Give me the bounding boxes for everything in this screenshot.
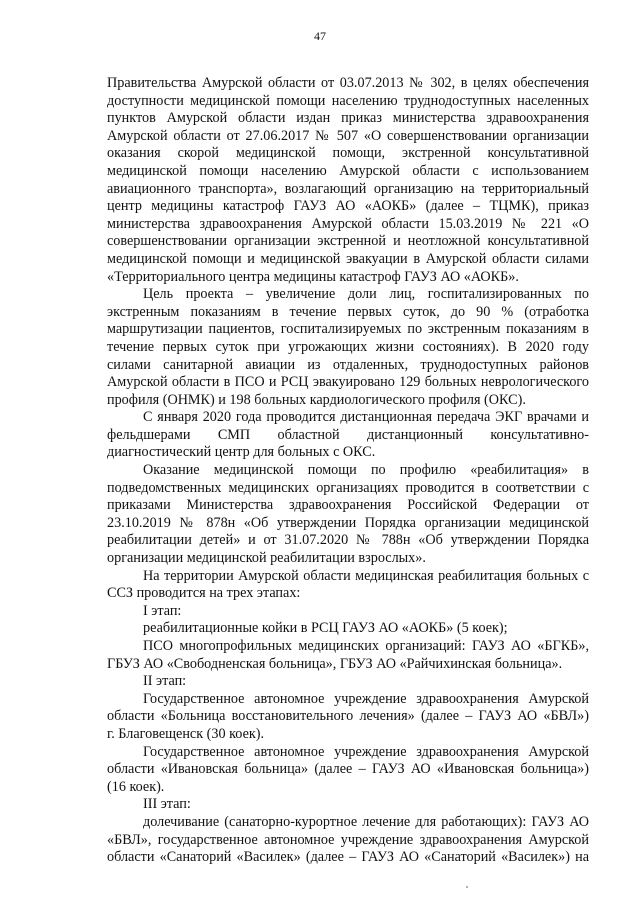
text-line: силами санитарной авиации из отдаленных, труднодоступных районов xyxy=(107,356,589,373)
text-line: (16 коек). xyxy=(107,778,165,795)
text-line: ССЗ проводится на трех этапах: xyxy=(107,585,301,602)
text-line: фельдшерами СМП областной дистанционный консультативно- xyxy=(107,426,589,443)
text-line: реабилитационные койки в РСЦ ГАУЗ АО «АОКБ» (5 коек); xyxy=(143,620,508,637)
text-line: реабилитации детей» и от 31.07.2020 № 788н «Об утверждении Порядка xyxy=(107,532,589,549)
text-line: I этап: xyxy=(143,602,182,619)
text-line: пунктов Амурской области издан приказ министерства здравоохранения xyxy=(107,110,589,127)
text-line: С января 2020 года проводится дистанционная передача ЭКГ врачами и xyxy=(143,409,589,426)
text-line: долечивание (санаторно-курортное лечение для работающих): ГАУЗ АО xyxy=(143,813,589,830)
text-line: «Территориального центра медицины катастроф ГАУЗ АО «АОКБ». xyxy=(107,268,519,285)
text-line: «БВЛ», государственное автономное учреждение здравоохранения Амурской xyxy=(107,831,589,848)
text-line: ПСО многопрофильных медицинских организаций: ГАУЗ АО «БГКБ», xyxy=(143,638,589,654)
text-line: маршрутизации пациентов, госпитализируемых по экстренным показаниям в xyxy=(107,321,589,338)
text-line: диагностический центр для больных с ОКС. xyxy=(107,444,376,461)
text-line: III этап: xyxy=(143,796,191,813)
text-line: авиационного транспорта», возлагающий организацию на территориальный xyxy=(107,180,589,197)
text-line: 23.10.2019 № 878н «Об утверждении Порядка организации медицинской xyxy=(107,514,589,531)
text-line: г. Благовещенск (30 коек). xyxy=(107,725,265,742)
text-line: министерства здравоохранения Амурской области 15.03.2019 № 221 «О xyxy=(107,215,589,232)
text-line: области «Больница восстановительного лечения» (далее – ГАУЗ АО «БВЛ») xyxy=(107,708,589,725)
text-line: медицинской помощи и медицинской эвакуации в Амурской области силами xyxy=(107,250,589,267)
text-line: Цель проекта – увеличение доли лиц, госпитализированных по xyxy=(143,286,589,303)
text-line: организации медицинской реабилитации взрослых». xyxy=(107,550,426,567)
page-number: 47 xyxy=(314,29,326,43)
text-line: медицинской помощи населению Амурской области с использованием xyxy=(107,162,589,179)
text-line: Амурской области в ПСО и РСЦ эвакуировано 129 больных неврологического xyxy=(107,374,589,391)
text-line: области «Санаторий «Василек» (далее – ГАУЗ АО «Санаторий «Василек») на xyxy=(107,849,589,866)
text-line: совершенствовании организации экстренной и неотложной консультативной xyxy=(107,233,589,250)
text-line: Амурской области от 27.06.2017 № 507 «О совершенствовании организации xyxy=(107,127,589,144)
text-line: На территории Амурской области медицинская реабилитация больных с xyxy=(143,567,589,584)
scan-speck xyxy=(466,886,468,888)
text-line: II этап: xyxy=(143,673,187,690)
text-line: Оказание медицинской помощи по профилю «реабилитация» в xyxy=(143,462,589,479)
text-line: приказами Министерства здравоохранения Российской Федерации от xyxy=(107,497,589,514)
text-line: течение первых суток при угрожающих жизни состояниях). В 2020 году xyxy=(107,338,589,355)
text-line: ГБУЗ АО «Свободненская больница», ГБУЗ АО «Райчихинская больница». xyxy=(107,655,563,672)
text-line: Государственное автономное учреждение здравоохранения Амурской xyxy=(143,743,589,760)
text-line: оказания скорой медицинской помощи, экстренной консультативной xyxy=(107,145,589,162)
text-line: экстренным показаниям в течение первых суток, до 90 % (отработка xyxy=(107,303,589,320)
text-line: доступности медицинской помощи населению труднодоступных населенных xyxy=(107,92,589,109)
text-line: центр медицины катастроф ГАУЗ АО «АОКБ» (далее – ТЦМК), приказ xyxy=(107,198,589,215)
text-line: области «Ивановская больница» (далее – ГАУЗ АО «Ивановская больница») xyxy=(107,761,589,778)
document-body xyxy=(107,75,589,867)
text-line: подведомственных медицинских организациях проводится в соответствии с xyxy=(107,479,589,496)
text-line: профиля (ОНМК) и 198 больных кардиологического профиля (ОКС). xyxy=(107,391,526,408)
text-line: Государственное автономное учреждение здравоохранения Амурской xyxy=(143,690,589,707)
text-line: Правительства Амурской области от 03.07.2013 № 302, в целях обеспечения xyxy=(107,75,589,91)
